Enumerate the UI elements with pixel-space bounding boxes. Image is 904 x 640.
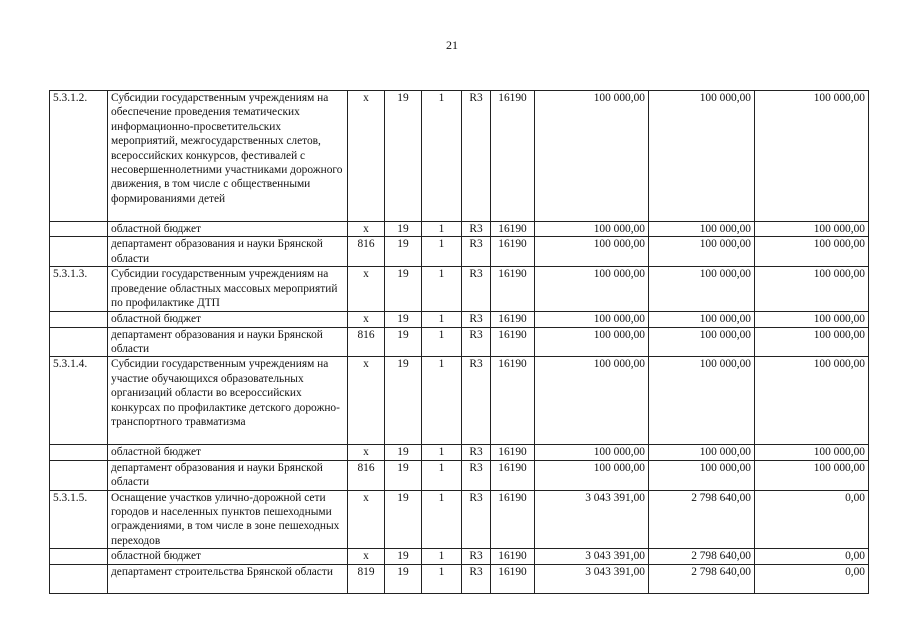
row-value-1: 100 000,00 (535, 312, 649, 327)
table-row (50, 222, 869, 237)
row-code (50, 327, 108, 357)
row-name: Субсидии государственным учреждениям на участие обучающихся образовательных организаций области во всероссийских конкурсах по профилактике детского дорожно-транспортного травматизма (108, 357, 348, 445)
row-code (50, 460, 108, 490)
row-n: 16190 (491, 91, 535, 222)
table-row (50, 357, 869, 445)
row-name: Субсидии государственным учреждениям на проведение областных массовых мероприятий по профилактике ДТП (108, 267, 348, 312)
row-name: департамент строительства Брянской области (108, 564, 348, 593)
row-cs: R3 (462, 312, 491, 327)
row-cs: R3 (462, 327, 491, 357)
row-rz: 19 (385, 267, 422, 312)
row-value-3: 100 000,00 (755, 357, 869, 445)
row-value-2: 100 000,00 (649, 222, 755, 237)
row-name: областной бюджет (108, 549, 348, 564)
row-pr: 1 (422, 564, 462, 593)
table-row (50, 549, 869, 564)
row-value-1: 100 000,00 (535, 327, 649, 357)
row-value-2: 100 000,00 (649, 312, 755, 327)
table-row (50, 490, 869, 549)
table-row (50, 237, 869, 267)
row-rz: 19 (385, 222, 422, 237)
row-rz: 19 (385, 445, 422, 460)
row-code: 5.3.1.5. (50, 490, 108, 549)
row-cs: R3 (462, 357, 491, 445)
row-pr: 1 (422, 312, 462, 327)
row-n: 16190 (491, 237, 535, 267)
row-code: 5.3.1.4. (50, 357, 108, 445)
row-name: областной бюджет (108, 312, 348, 327)
row-cs: R3 (462, 445, 491, 460)
table-row (50, 312, 869, 327)
row-value-1: 100 000,00 (535, 445, 649, 460)
row-value-1: 3 043 391,00 (535, 490, 649, 549)
row-pr: 1 (422, 549, 462, 564)
row-pr: 1 (422, 327, 462, 357)
budget-table (49, 90, 869, 594)
table-row (50, 267, 869, 312)
row-value-1: 100 000,00 (535, 222, 649, 237)
row-value-3: 100 000,00 (755, 327, 869, 357)
row-value-2: 2 798 640,00 (649, 564, 755, 593)
row-code: 5.3.1.3. (50, 267, 108, 312)
row-value-2: 100 000,00 (649, 460, 755, 490)
row-code (50, 445, 108, 460)
row-value-2: 100 000,00 (649, 327, 755, 357)
row-rz: 19 (385, 312, 422, 327)
row-value-3: 100 000,00 (755, 460, 869, 490)
row-cs: R3 (462, 564, 491, 593)
row-n: 16190 (491, 460, 535, 490)
row-code (50, 222, 108, 237)
row-value-3: 100 000,00 (755, 445, 869, 460)
row-gr: х (348, 549, 385, 564)
row-gr: х (348, 222, 385, 237)
row-pr: 1 (422, 237, 462, 267)
row-cs: R3 (462, 91, 491, 222)
row-pr: 1 (422, 91, 462, 222)
table-row (50, 564, 869, 593)
table-row (50, 327, 869, 357)
row-pr: 1 (422, 357, 462, 445)
row-pr: 1 (422, 490, 462, 549)
row-pr: 1 (422, 445, 462, 460)
row-value-2: 100 000,00 (649, 357, 755, 445)
row-gr: х (348, 357, 385, 445)
row-pr: 1 (422, 222, 462, 237)
row-rz: 19 (385, 237, 422, 267)
row-cs: R3 (462, 267, 491, 312)
row-gr: х (348, 267, 385, 312)
row-value-3: 100 000,00 (755, 237, 869, 267)
row-n: 16190 (491, 564, 535, 593)
row-gr: х (348, 445, 385, 460)
row-rz: 19 (385, 357, 422, 445)
row-cs: R3 (462, 490, 491, 549)
row-value-3: 100 000,00 (755, 267, 869, 312)
row-rz: 19 (385, 91, 422, 222)
row-pr: 1 (422, 460, 462, 490)
row-gr: х (348, 490, 385, 549)
row-n: 16190 (491, 357, 535, 445)
row-value-2: 100 000,00 (649, 237, 755, 267)
row-n: 16190 (491, 312, 535, 327)
row-name: департамент образования и науки Брянской области (108, 237, 348, 267)
row-gr: 816 (348, 237, 385, 267)
row-n: 16190 (491, 490, 535, 549)
row-rz: 19 (385, 327, 422, 357)
row-code: 5.3.1.2. (50, 91, 108, 222)
row-value-2: 100 000,00 (649, 267, 755, 312)
row-code (50, 237, 108, 267)
row-gr: 819 (348, 564, 385, 593)
row-gr: х (348, 91, 385, 222)
row-value-1: 100 000,00 (535, 357, 649, 445)
table-row (50, 445, 869, 460)
row-cs: R3 (462, 460, 491, 490)
row-name: Субсидии государственным учреждениям на обеспечение проведения тематических информационно-просветительских мероприятий, межгосударственных слетов, всероссийских конкурсов, фестивалей с несовершеннолетними участниками дорожного движения, в том числе с общественными формированиями детей (108, 91, 348, 222)
row-value-2: 100 000,00 (649, 445, 755, 460)
row-n: 16190 (491, 327, 535, 357)
row-gr: 816 (348, 327, 385, 357)
row-value-3: 0,00 (755, 490, 869, 549)
row-cs: R3 (462, 237, 491, 267)
row-gr: х (348, 312, 385, 327)
row-name: областной бюджет (108, 222, 348, 237)
row-cs: R3 (462, 549, 491, 564)
row-value-1: 100 000,00 (535, 460, 649, 490)
row-value-3: 0,00 (755, 564, 869, 593)
row-rz: 19 (385, 460, 422, 490)
row-rz: 19 (385, 549, 422, 564)
row-value-2: 2 798 640,00 (649, 549, 755, 564)
row-value-3: 100 000,00 (755, 222, 869, 237)
row-cs: R3 (462, 222, 491, 237)
budget-table-body (50, 91, 869, 594)
row-code (50, 564, 108, 593)
row-pr: 1 (422, 267, 462, 312)
row-value-3: 0,00 (755, 549, 869, 564)
row-value-1: 3 043 391,00 (535, 564, 649, 593)
row-n: 16190 (491, 222, 535, 237)
row-value-1: 100 000,00 (535, 267, 649, 312)
table-row (50, 91, 869, 222)
row-rz: 19 (385, 490, 422, 549)
row-value-3: 100 000,00 (755, 312, 869, 327)
row-value-2: 100 000,00 (649, 91, 755, 222)
table-row (50, 460, 869, 490)
row-value-1: 100 000,00 (535, 237, 649, 267)
row-value-2: 2 798 640,00 (649, 490, 755, 549)
row-code (50, 312, 108, 327)
row-name: Оснащение участков улично-дорожной сети городов и населенных пунктов пешеходными ограждениями, в том числе в зоне пешеходных переходов (108, 490, 348, 549)
row-n: 16190 (491, 445, 535, 460)
row-gr: 816 (348, 460, 385, 490)
row-value-3: 100 000,00 (755, 91, 869, 222)
row-value-1: 3 043 391,00 (535, 549, 649, 564)
row-n: 16190 (491, 549, 535, 564)
row-value-1: 100 000,00 (535, 91, 649, 222)
row-code (50, 549, 108, 564)
row-name: департамент образования и науки Брянской области (108, 327, 348, 357)
page-number: 21 (446, 38, 458, 52)
row-n: 16190 (491, 267, 535, 312)
row-rz: 19 (385, 564, 422, 593)
row-name: областной бюджет (108, 445, 348, 460)
row-name: департамент образования и науки Брянской области (108, 460, 348, 490)
